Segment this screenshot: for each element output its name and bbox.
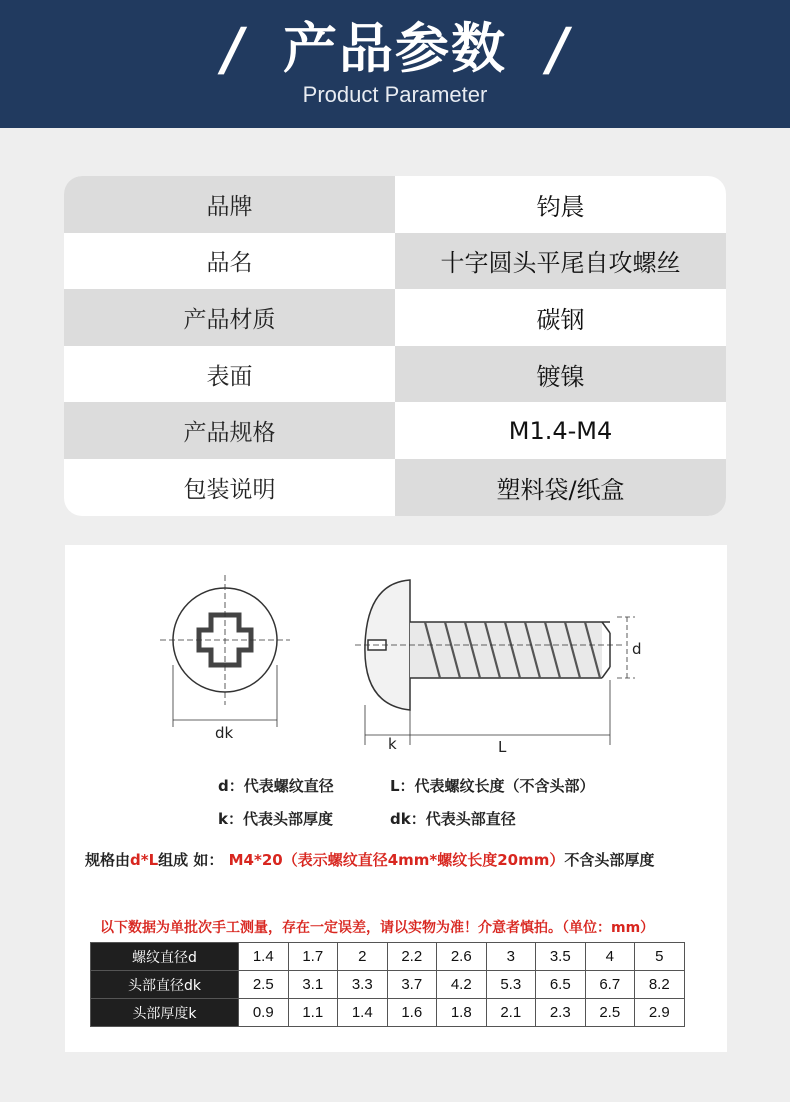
measurement-note: 以下数据为单批次手工测量，存在一定误差，请以实物为准！介意者慎拍。（单位：mm） [100,920,655,936]
param-row-packaging [64,459,726,516]
param-value: 钧晨 [536,192,585,221]
param-value: 塑料袋/纸盒 [395,459,726,516]
table-cell: 2.2 [387,943,437,971]
legend-dk: dk：代表头部直径 [390,810,516,828]
table-cell: 8.2 [635,971,685,999]
dim-label-dk: dk [215,724,234,742]
param-row-material [64,289,726,346]
table-cell: 0.9 [239,999,289,1027]
table-cell: 1.7 [288,943,338,971]
title-slash-left: / [215,15,249,83]
spec-text: 规格由 [85,851,131,869]
param-label: 品牌 [64,176,395,233]
table-cell: 3.5 [536,943,586,971]
param-label: 表面 [206,363,253,390]
dim-label-d: d [632,640,642,658]
param-label: 产品材质 [64,289,395,346]
spec-example: M4*20（表示螺纹直径4mm*螺纹长度20mm） [228,851,565,869]
title-slash-right: / [541,15,575,83]
param-value: 碳钢 [536,305,585,334]
page-title: 产品参数 [283,17,507,80]
row-header: 头部直径dk [91,971,239,999]
diagram-panel [65,545,727,1052]
row-header: 头部厚度k [91,999,239,1027]
table-cell: 2.9 [635,999,685,1027]
table-cell: 3 [486,943,536,971]
param-row-spec [64,402,726,459]
table-cell: 2.5 [585,999,635,1027]
table-cell: 5 [635,943,685,971]
table-cell: 1.6 [387,999,437,1027]
dim-label-L: L [498,738,507,756]
spec-highlight: d*L [130,851,159,869]
table-cell: 1.1 [288,999,338,1027]
table-cell: 6.7 [585,971,635,999]
legend-L: L：代表螺纹长度（不含头部） [390,777,595,795]
param-row-brand [64,176,726,233]
table-cell: 1.4 [338,999,388,1027]
legend-k: k：代表头部厚度 [218,810,333,828]
param-label: 品名 [206,250,253,277]
spec-text: 组成 如： [158,851,224,869]
spec-text: 不含头部厚度 [564,851,655,869]
param-row-name [64,233,726,290]
table-cell: 1.4 [239,943,289,971]
page-subtitle: Product Parameter [302,82,488,107]
param-value: 镀镍 [395,346,726,403]
table-cell: 3.1 [288,971,338,999]
param-label: 产品规格 [64,402,395,459]
table-cell: 1.8 [437,999,487,1027]
screw-diagram [65,545,727,845]
row-header: 螺纹直径d [91,943,239,971]
table-cell: 4.2 [437,971,487,999]
table-cell: 2.5 [239,971,289,999]
table-cell: 5.3 [486,971,536,999]
page-header [0,0,790,128]
table-cell: 2.1 [486,999,536,1027]
param-label: 包装说明 [183,476,276,503]
table-row [91,943,685,971]
table-row [91,999,685,1027]
table-row [91,971,685,999]
dim-label-k: k [388,735,397,753]
param-value: 十字圆头平尾自攻螺丝 [395,233,726,290]
table-cell: 3.3 [338,971,388,999]
title-row [0,14,790,84]
parameter-table [64,176,726,516]
spec-explanation [85,849,654,870]
table-cell: 6.5 [536,971,586,999]
table-cell: 2.6 [437,943,487,971]
param-row-surface [64,346,726,403]
legend-d: d：代表螺纹直径 [218,777,334,795]
table-cell: 3.7 [387,971,437,999]
param-value: M1.4-M4 [508,416,613,445]
table-cell: 2 [338,943,388,971]
dimensions-table [90,942,685,1027]
table-cell: 4 [585,943,635,971]
screw-head-top-view [160,575,290,727]
table-cell: 2.3 [536,999,586,1027]
